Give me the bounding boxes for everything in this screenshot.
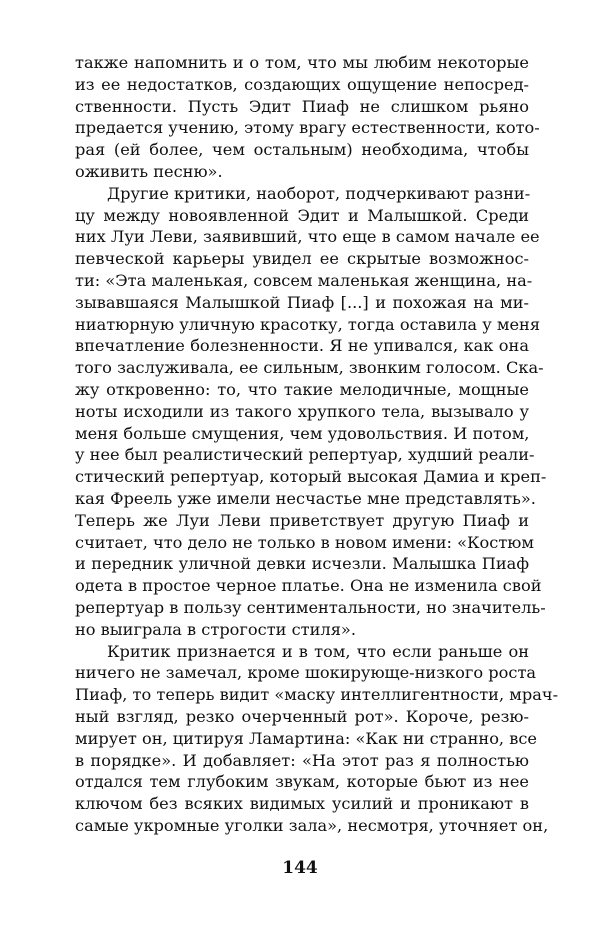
text-line: у нее был реалистический репертуар, худший реали- — [75, 445, 535, 465]
text-line: отдался тем глубоким звукам, которые бьют из нее — [75, 772, 529, 792]
text-line: считает, что дело не только в новом имени: «Костюм — [75, 532, 534, 552]
text-line: рая (ей более, чем остальным) необходима, чтобы — [75, 140, 529, 160]
text-line: репертуар в пользу сентиментальности, но значитель- — [75, 597, 546, 617]
text-line: ключом без всяких видимых усилий и проникают в — [75, 794, 529, 814]
text-line: впечатление болезненности. Я не упивался, как она — [75, 336, 529, 356]
text-line: цу между новоявленной Эдит и Малышкой. Среди — [75, 205, 529, 225]
text-line: певческой карьеры увидел ее скрытые возможнос- — [75, 249, 529, 269]
paragraph-3 — [75, 641, 559, 837]
text-line: Критик признается и в том, что если раньше он — [107, 641, 529, 661]
text-line: но выиграла в строгости стиля». — [75, 619, 356, 639]
page-number: 144 — [282, 858, 318, 878]
text-line: также напомнить и о том, что мы любим некоторые — [75, 53, 529, 72]
text-line: того заслуживала, ее сильным, звонким голосом. Ска- — [75, 358, 544, 378]
text-line: Пиаф, то теперь видит «маску интеллигентности, мрач- — [75, 685, 559, 705]
text-line: ный взгляд, резко очерченный рот». Короче, резю- — [75, 706, 529, 726]
text-line: мирует он, цитируя Ламартина: «Как ни странно, все — [75, 728, 537, 748]
paragraph-2 — [75, 183, 547, 641]
paragraph-1 — [75, 52, 540, 183]
text-line: самые укромные уголки зала», несмотря, уточняет он, — [75, 815, 549, 835]
text-line: предается учению, этому врагу естественности, кото- — [75, 118, 540, 138]
text-line: Другие критики, наоборот, подчеркивают разни- — [107, 183, 531, 203]
text-line: из ее недостатков, создающих ощущение непосред- — [75, 74, 529, 94]
text-line: кая Фреель уже имели несчастье мне представлять». — [75, 488, 536, 508]
text-line: них Луи Леви, заявивший, что еще в самом начале ее — [75, 227, 540, 247]
text-line: зывавшаяся Малышкой Пиаф [...] и похожая на ми- — [75, 292, 529, 312]
text-line: ти: «Эта маленькая, совсем маленькая женщина, на- — [75, 270, 533, 290]
text-line: ничего не замечал, кроме шокирующе-низкого роста — [75, 663, 537, 683]
text-line: и передник уличной девки исчезли. Малышка Пиаф — [75, 554, 529, 574]
text-line: ственности. Пусть Эдит Пиаф не слишком рьяно — [75, 96, 529, 116]
text-line: оживить песню». — [75, 161, 223, 181]
text-line: в порядке». И добавляет: «На этот раз я полностью — [75, 750, 529, 770]
text-line: жу откровенно: то, что такие мелодичные, мощные — [75, 379, 529, 399]
text-line: ниатюрную уличную красотку, тогда оставила у меня — [75, 314, 541, 334]
text-line: ноты исходили из такого хрупкого тела, вызывало у — [75, 401, 529, 421]
body-text — [75, 52, 559, 837]
text-line: Теперь же Луи Леви приветствует другую Пиаф и — [75, 510, 529, 530]
text-line: стический репертуар, который высокая Дамиа и креп- — [75, 467, 547, 487]
text-line: одета в простое черное платье. Она не изменила свой — [75, 576, 542, 596]
text-line: меня больше смущения, чем удовольствия. И потом, — [75, 423, 530, 443]
